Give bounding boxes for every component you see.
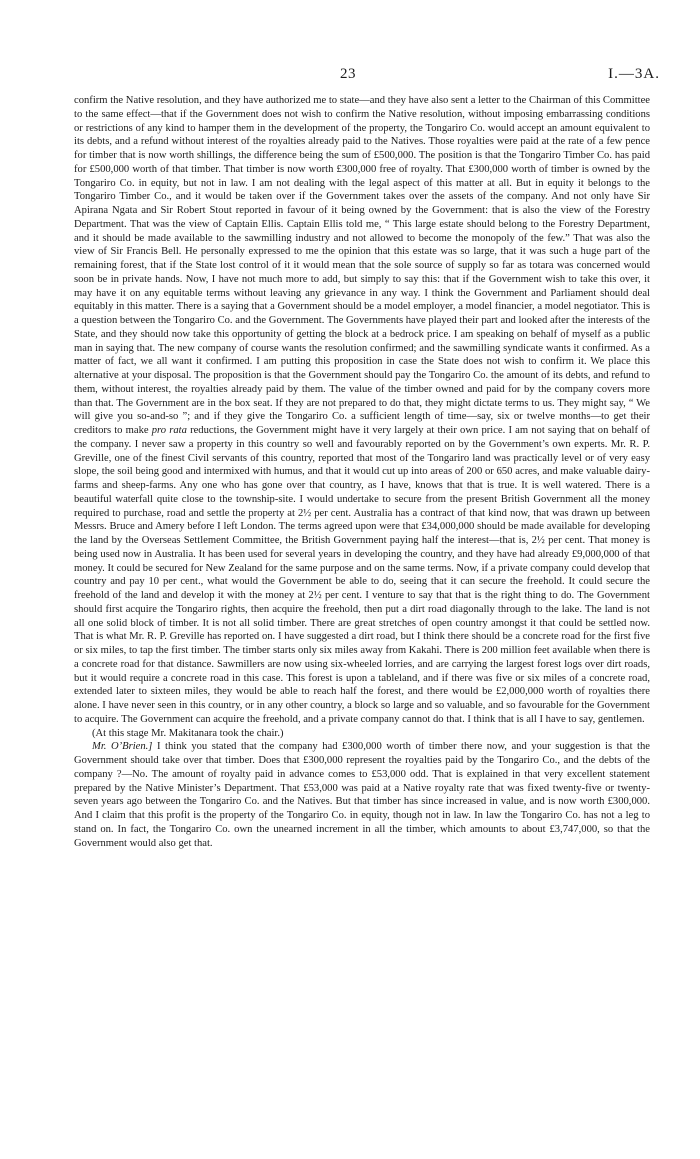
speaker-name: Mr. O’Brien.] <box>92 741 153 753</box>
question-text: I think you stated that the company had £300,000 worth of timber there now, and your suggestion is that the Government should take over that timber. Does that £300,000 represent the royalties paid by the Tongariro Co., and the debts of the company ?—No. The amount of royalty paid in advance comes to £53,000 odd. That is explained in that very excellent statement prepared by the Native Minister’s Department. That £53,000 was paid at a Native royalty rate that was fixed twenty-five or twenty-seven years ago between the Tongariro Co. and the Natives. But that timber has since increased in value, and is now worth £300,000. And I claim that this profit is the property of the Tongariro Co. in equity, though not in law. In law the Tongariro Co. has not a leg to stand on. In fact, the Tongariro Co. own the unearned increment in all the timber, which amounts to about £3,747,000, so that the Government would also get that. <box>74 741 650 849</box>
paragraph-text-continued: reductions, the Government might have it very largely at their own price. I am not saying that on behalf of the company. I never saw a property in this country so well and favourably reported on by the Government’s own experts. Mr. R. P. Greville, one of the finest Civil servants of this country, reported that most of the Tongariro land was practically level or of very easy slope, the soil being good and intermixed with humus, and that it would cut up into areas of 200 or 650 acres, and make valuable dairy-farms and sheep-farms. Any one who has gone over that country, as I have, knows that that is true. It is well watered. There is a beautiful waterfall quite close to the township-site. I would undertake to secure from the present British Government all the money required to purchase, road and settle the property at 2½ per cent. Australia has a contract of that kind now, that was drawn up between Messrs. Bruce and Amery before I left London. The terms agreed upon were that £34,000,000 should be made available for developing the land by the Overseas Settlement Committee, the British Government paying half the interest—that is, 2½ per cent. That money is being used now in Australia. It has been used for several years in developing the country, and they have had already £9,000,000 of that money. It could be secured for New Zealand for the same purpose and on the same terms. Now, if a private company could develop that country and pay 10 per cent., what would the Government be able to do, seeing that it can secure the freehold. It could secure the freehold of the land and develop it with the money at 2½ per cent. I venture to say that that is the right thing to do. The Government should first acquire the Tongariro rights, then acquire the freehold, then put a dirt road diagonally through to the lake. The land is not all one solid block of timber. It is not all solid timber. There are great stretches of open country amongst it that could be settled now. That is what Mr. R. P. Greville has reported on. I have suggested a dirt road, but I think there should be a concrete road for the first five or six miles, to tap the first timber. The timber starts only six miles away from Kakahi. There is 200 million feet available when there is a concrete road for that distance. Sawmillers are now using six-wheeled lorries, and are carrying the largest forest logs over dirt roads, but it would require a concrete road in this case. This forest is upon a tableland, and if there was five or six miles of a concrete road, extended later to sixteen miles, they would be able to reach half the forest, and there would be £2,000,000 worth of royalties there alone. I have never seen in this country, or in any other country, a block so large and so valuable, and so favourable for the Government to acquire. The Government can acquire the freehold, and a private company cannot do that. I think that is all I have to say, gentlemen. <box>74 425 651 725</box>
latin-term: pro rata <box>151 425 187 436</box>
question-paragraph <box>74 740 650 850</box>
paper-reference: I.—3A. <box>608 66 660 82</box>
chair-note: (At this stage Mr. Makitanara took the chair.) <box>92 727 284 739</box>
paragraph-text: confirm the Native resolution, and they have authorized me to state—and they have also sent a letter to the Chairman of this Committee to the same effect—that if the Government does not wish to confirm the Native resolution, without imposing embarrassing conditions or restrictions of any kind to hamper them in the development of the property, the Tongariro Co. would accept an amount equivalent to its debts, and a refund without interest of the royalties already paid to the Natives. Those royalties were paid at the rate of a few pence for timber that is now worth shillings, the difference being the sum of £500,000. The position is that the Tongariro Timber Co. has paid for £500,000 worth of that timber. That timber is now worth £300,000 free of royalty. That £300,000 worth of timber is owned by the Tongariro Co. in equity, but not in law. I am not dealing with the legal aspect of this matter at all. But in equity it belongs to the Tongariro Timber Co., and it would be taken over if the Government takes over the assets of the company. And not only have Sir Apirana Ngata and Sir Robert Stout reported in favour of it being owned by the Government: that is also the view of the Forestry Department. That was the view of Captain Ellis. Captain Ellis told me, “ This large estate should belong to the Forestry Department, and it should be made available to the sawmilling industry and not allowed to become the monopoly of the few.” That was also the view of Sir Francis Bell. He personally expressed to me the opinion that this estate was so large, that it was such a huge part of the remaining forest, that if the State lost control of it it would mean that the sole source of supply so far as totara was concerned would soon be in private hands. Now, I have not much more to add, but simply to say this: that if the Government wish to take this over, it may have it on any equitable terms without leaving any grievance in any way. I think the Government and Parliament should deal equitably in this matter. There is a saying that a Government should be a model employer, a model financier, a model negotiator. This is a question between the Tongariro Co. and the Government. The Governments have played their part and looked after the interests of the State, and they should now take this opportunity of getting the block at a bedrock price. I am speaking on behalf of myself as a public man in saying that. The new company of course wants the resolution confirmed; and the sawmilling syndicate wants it confirmed. As a matter of fact, we all want it confirmed. I am putting this proposition in case the State does not wish to confirm it. We place this alternative at your disposal. The proposition is that the Government should pay the Tongariro Co. the amount of its debts, and refund to them, without interest, the royalties already paid by them. The value of the timber owned and paid for by the company covers more than that. The Government are in the box seat. If they are not prepared to do that, they might dictate terms to us. They might say, “ We will give you so-and-so ”; and if they give the Tongariro Co. a sufficient length of time—say, six or twelve months—to get their creditors to make <box>74 95 650 436</box>
body-text <box>74 94 650 850</box>
page-number: 23 <box>340 66 356 82</box>
page-header <box>0 66 700 88</box>
paragraph-continuation <box>74 94 650 727</box>
